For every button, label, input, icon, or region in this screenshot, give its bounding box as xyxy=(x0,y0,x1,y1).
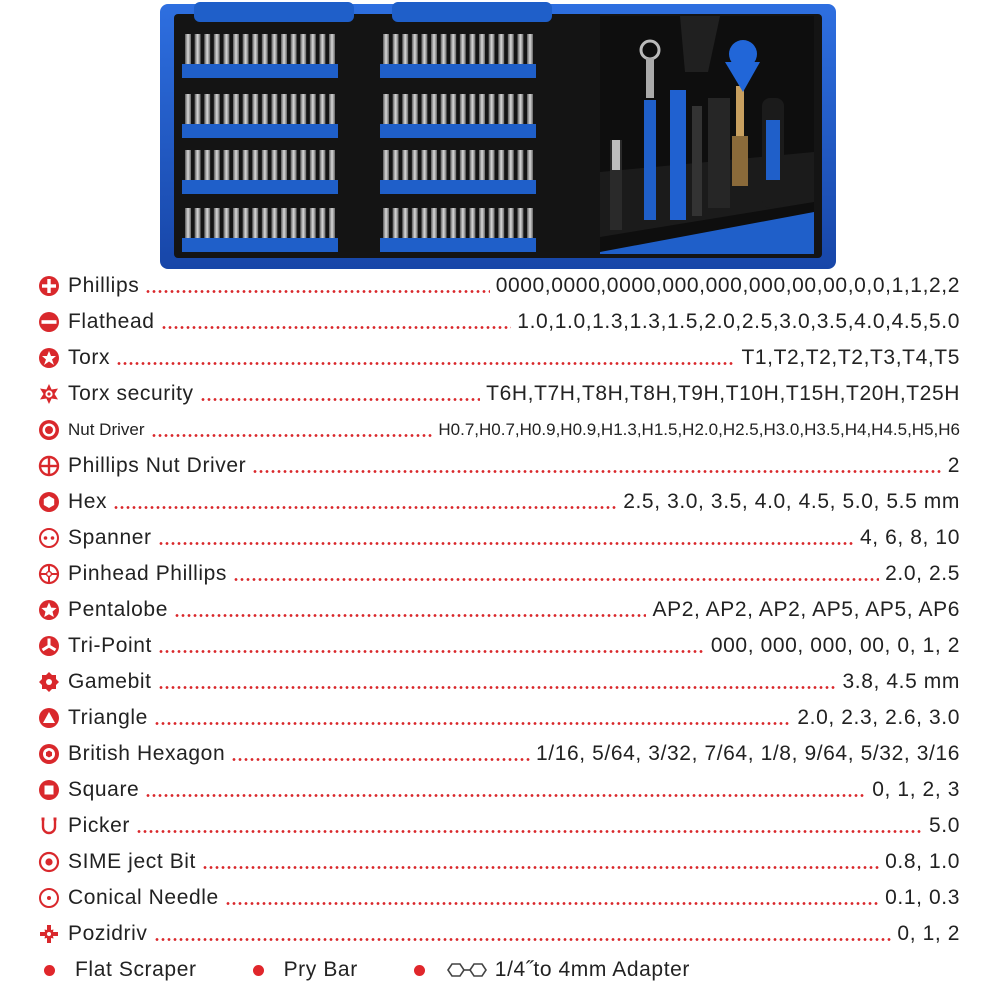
spec-values: 0, 1, 2, 3 xyxy=(872,778,960,801)
bit xyxy=(300,94,306,124)
bit xyxy=(412,208,418,238)
bit xyxy=(412,150,418,180)
bit xyxy=(329,208,335,238)
bit xyxy=(527,34,533,64)
leader-dots xyxy=(202,866,879,869)
bit xyxy=(479,150,485,180)
bit xyxy=(517,150,523,180)
extra-label: Pry Bar xyxy=(283,958,358,981)
spec-label: Conical Needle xyxy=(68,886,219,909)
spec-values: 1.0,1.0,1.3,1.3,1.5,2.0,2.5,3.0,3.5,4.0,4.5,5.0 xyxy=(517,310,960,333)
bit xyxy=(310,208,316,238)
bit xyxy=(262,150,268,180)
bit xyxy=(204,94,210,124)
bit xyxy=(508,208,514,238)
british-hexagon-icon xyxy=(36,741,62,767)
bit xyxy=(185,208,191,238)
bit xyxy=(310,94,316,124)
leader-dots xyxy=(154,722,792,725)
bit xyxy=(402,150,408,180)
bit xyxy=(185,94,191,124)
bit xyxy=(450,34,456,64)
spanner-icon xyxy=(36,525,62,551)
bit xyxy=(300,208,306,238)
bit xyxy=(291,34,297,64)
bit xyxy=(393,94,399,124)
bit xyxy=(527,208,533,238)
bit xyxy=(281,34,287,64)
bit xyxy=(431,208,437,238)
spec-label: Phillips xyxy=(68,274,140,297)
bit xyxy=(498,150,504,180)
bit xyxy=(223,94,229,124)
bit xyxy=(195,94,201,124)
bit-holder-strip xyxy=(182,124,338,138)
bit xyxy=(271,208,277,238)
bit-holder-strip xyxy=(182,238,338,252)
bit xyxy=(214,34,220,64)
bit xyxy=(204,34,210,64)
bit xyxy=(402,94,408,124)
bit-spec-list xyxy=(36,268,960,952)
bit xyxy=(262,208,268,238)
tool-case-illustration xyxy=(160,2,836,269)
bit xyxy=(431,34,437,64)
bit-holder-strip xyxy=(380,64,536,78)
bit xyxy=(214,94,220,124)
spec-label: SIME ject Bit xyxy=(68,850,196,873)
spec-values: T1,T2,T2,T2,T3,T4,T5 xyxy=(741,346,960,369)
spec-label: Triangle xyxy=(68,706,148,729)
pozidriv-icon xyxy=(36,921,62,947)
bit xyxy=(431,150,437,180)
extras-row xyxy=(36,952,960,988)
leader-dots xyxy=(116,362,735,365)
tool-brush xyxy=(708,98,730,208)
bullet-icon xyxy=(44,965,55,976)
bit xyxy=(479,208,485,238)
bit xyxy=(204,150,210,180)
tri-point-icon xyxy=(36,633,62,659)
hex-adapter-icon xyxy=(445,960,491,980)
spec-label: Tri-Point xyxy=(68,634,152,657)
product-photo xyxy=(160,2,836,269)
leader-dots xyxy=(154,938,892,941)
bit xyxy=(479,94,485,124)
extra-pry-bar xyxy=(245,958,358,982)
bit xyxy=(195,208,201,238)
bit xyxy=(517,208,523,238)
spec-values: 2 xyxy=(947,454,960,477)
spec-row-nut-driver xyxy=(36,412,960,448)
bit xyxy=(383,208,389,238)
bullet-icon xyxy=(253,965,264,976)
bit xyxy=(508,34,514,64)
picker-icon xyxy=(36,813,62,839)
spec-row-spanner xyxy=(36,520,960,556)
bit-holder-strip xyxy=(380,180,536,194)
spec-row-pozidriv xyxy=(36,916,960,952)
bit xyxy=(214,150,220,180)
bit xyxy=(469,150,475,180)
spec-row-british-hexagon xyxy=(36,736,960,772)
bit xyxy=(185,150,191,180)
spec-values: 0.1, 0.3 xyxy=(885,886,960,909)
leader-dots xyxy=(231,758,530,761)
leader-dots xyxy=(225,902,879,905)
spec-label: Torx security xyxy=(68,382,194,405)
bit xyxy=(243,150,249,180)
leader-dots xyxy=(158,542,854,545)
bit xyxy=(517,94,523,124)
spec-values: T6H,T7H,T8H,T8H,T9H,T10H,T15H,T20H,T25H xyxy=(486,382,960,405)
bit xyxy=(291,208,297,238)
tool-pry-bar xyxy=(644,100,656,220)
bit xyxy=(393,150,399,180)
bit xyxy=(252,94,258,124)
leader-dots xyxy=(158,650,705,653)
bit xyxy=(479,34,485,64)
spec-label: Gamebit xyxy=(68,670,152,693)
bit xyxy=(262,94,268,124)
bit xyxy=(431,94,437,124)
bit xyxy=(195,150,201,180)
bit xyxy=(223,208,229,238)
bit xyxy=(383,34,389,64)
bit xyxy=(441,34,447,64)
bit xyxy=(329,150,335,180)
bit-holder-strip xyxy=(380,238,536,252)
spec-label: Nut Driver xyxy=(68,420,145,439)
spec-values: 2.5, 3.0, 3.5, 4.0, 4.5, 5.0, 5.5 mm xyxy=(623,490,960,513)
conical-needle-icon xyxy=(36,885,62,911)
gamebit-icon xyxy=(36,669,62,695)
triangle-icon xyxy=(36,705,62,731)
bit xyxy=(252,150,258,180)
bit xyxy=(441,94,447,124)
bit xyxy=(233,94,239,124)
bit xyxy=(489,150,495,180)
spec-label: Spanner xyxy=(68,526,152,549)
bit xyxy=(204,208,210,238)
bit xyxy=(469,208,475,238)
leader-dots xyxy=(136,830,923,833)
bit xyxy=(291,94,297,124)
bit xyxy=(402,34,408,64)
bit xyxy=(421,150,427,180)
sime-ject-bit-icon xyxy=(36,849,62,875)
bit xyxy=(243,208,249,238)
spec-label: Phillips Nut Driver xyxy=(68,454,247,477)
spec-values: 000, 000, 000, 00, 0, 1, 2 xyxy=(710,634,960,657)
bit xyxy=(271,94,277,124)
bit xyxy=(489,94,495,124)
spec-values: 2.0, 2.5 xyxy=(885,562,960,585)
bit xyxy=(460,34,466,64)
spec-row-hex xyxy=(36,484,960,520)
spec-row-tri-point xyxy=(36,628,960,664)
spec-row-conical-needle xyxy=(36,880,960,916)
extra-label: 1/4˝to 4mm Adapter xyxy=(494,958,691,981)
leader-dots xyxy=(113,506,617,509)
torx-icon xyxy=(36,345,62,371)
bit xyxy=(393,208,399,238)
bit xyxy=(412,34,418,64)
spec-row-gamebit xyxy=(36,664,960,700)
spec-label: Pentalobe xyxy=(68,598,168,621)
leader-dots xyxy=(158,686,837,689)
bit xyxy=(450,208,456,238)
bit xyxy=(233,34,239,64)
bit-holder-strip xyxy=(380,124,536,138)
bit xyxy=(469,94,475,124)
spec-label: Picker xyxy=(68,814,130,837)
bit xyxy=(527,94,533,124)
bit xyxy=(281,208,287,238)
bit xyxy=(460,94,466,124)
bit xyxy=(223,150,229,180)
leader-dots xyxy=(233,578,879,581)
bit xyxy=(185,34,191,64)
bit xyxy=(450,94,456,124)
spec-values: 5.0 xyxy=(929,814,960,837)
bit xyxy=(460,150,466,180)
bit xyxy=(421,34,427,64)
spec-values: 3.8, 4.5 mm xyxy=(842,670,960,693)
bit xyxy=(281,150,287,180)
bit xyxy=(498,94,504,124)
bit xyxy=(243,34,249,64)
bit xyxy=(329,34,335,64)
phillips-icon xyxy=(36,273,62,299)
spec-row-torx xyxy=(36,340,960,376)
extra-flat-scraper xyxy=(36,958,197,982)
bit xyxy=(508,150,514,180)
bit xyxy=(214,208,220,238)
flathead-icon xyxy=(36,309,62,335)
spec-row-phillips-nut-driver xyxy=(36,448,960,484)
bit xyxy=(271,34,277,64)
bit xyxy=(469,34,475,64)
bullet-icon xyxy=(414,965,425,976)
bit xyxy=(489,34,495,64)
bit xyxy=(252,208,258,238)
bit xyxy=(319,94,325,124)
spec-row-sime-ject-bit xyxy=(36,844,960,880)
bit xyxy=(243,94,249,124)
spec-row-picker xyxy=(36,808,960,844)
spec-label: British Hexagon xyxy=(68,742,226,765)
spec-row-torx-security xyxy=(36,376,960,412)
bit xyxy=(421,94,427,124)
bit xyxy=(252,34,258,64)
case-handle-left xyxy=(194,2,354,22)
extra-adapter xyxy=(406,958,690,982)
bit xyxy=(412,94,418,124)
bit xyxy=(300,150,306,180)
torx-security-icon xyxy=(36,381,62,407)
spec-label: Torx xyxy=(68,346,111,369)
bit xyxy=(441,150,447,180)
leader-dots xyxy=(252,470,941,473)
leader-dots xyxy=(145,290,489,293)
spec-values: H0.7,H0.7,H0.9,H0.9,H1.3,H1.5,H2.0,H2.5,H3.0,H3.5,H4,H4.5,H5,H6 xyxy=(438,420,960,439)
square-icon xyxy=(36,777,62,803)
bit xyxy=(281,94,287,124)
tool-spudger xyxy=(670,90,686,220)
spec-label: Pozidriv xyxy=(68,922,148,945)
tool-driver-shaft xyxy=(736,86,744,138)
bit xyxy=(383,150,389,180)
extra-label: Flat Scraper xyxy=(75,958,197,981)
bit xyxy=(319,208,325,238)
phillips-nut-driver-icon xyxy=(36,453,62,479)
spec-values: 0000,0000,0000,000,000,000,00,00,0,0,1,1,2,2 xyxy=(495,274,960,297)
bit xyxy=(300,34,306,64)
pinhead-phillips-icon xyxy=(36,561,62,587)
spec-row-triangle xyxy=(36,700,960,736)
bit xyxy=(223,34,229,64)
bit xyxy=(233,208,239,238)
bit xyxy=(450,150,456,180)
bit xyxy=(460,208,466,238)
spec-row-phillips xyxy=(36,268,960,304)
leader-dots xyxy=(145,794,866,797)
spec-label: Square xyxy=(68,778,140,801)
case-handle-right xyxy=(392,2,552,22)
spec-values: 4, 6, 8, 10 xyxy=(859,526,960,549)
leader-dots xyxy=(151,434,433,437)
bit xyxy=(393,34,399,64)
pentalobe-icon xyxy=(36,597,62,623)
spec-values: 0.8, 1.0 xyxy=(885,850,960,873)
bit xyxy=(319,34,325,64)
spec-row-square xyxy=(36,772,960,808)
spec-label: Pinhead Phillips xyxy=(68,562,228,585)
spec-row-pinhead-phillips xyxy=(36,556,960,592)
spec-row-pentalobe xyxy=(36,592,960,628)
bit xyxy=(310,150,316,180)
bit xyxy=(319,150,325,180)
bit xyxy=(421,208,427,238)
bit-holder-strip xyxy=(182,64,338,78)
leader-dots xyxy=(174,614,647,617)
bit xyxy=(310,34,316,64)
bit xyxy=(441,208,447,238)
spec-values: 2.0, 2.3, 2.6, 3.0 xyxy=(797,706,960,729)
bit xyxy=(498,208,504,238)
spec-values: AP2, AP2, AP2, AP5, AP5, AP6 xyxy=(652,598,960,621)
spec-label: Hex xyxy=(68,490,108,513)
bit xyxy=(271,150,277,180)
hex-icon xyxy=(36,489,62,515)
bit xyxy=(527,150,533,180)
spec-values: 0, 1, 2 xyxy=(897,922,960,945)
nut-driver-icon xyxy=(36,417,62,443)
tool-tweezers xyxy=(692,106,702,216)
spec-label: Flathead xyxy=(68,310,155,333)
bit xyxy=(402,208,408,238)
spec-values: 1/16, 5/64, 3/32, 7/64, 1/8, 9/64, 5/32, 3/16 xyxy=(536,742,960,765)
bit xyxy=(508,94,514,124)
bit-holder-strip xyxy=(182,180,338,194)
bit xyxy=(517,34,523,64)
bit xyxy=(262,34,268,64)
bit xyxy=(329,94,335,124)
bit xyxy=(291,150,297,180)
bit xyxy=(498,34,504,64)
bit xyxy=(195,34,201,64)
bit xyxy=(489,208,495,238)
spec-row-flathead xyxy=(36,304,960,340)
bit xyxy=(233,150,239,180)
leader-dots xyxy=(161,326,512,329)
bit xyxy=(383,94,389,124)
leader-dots xyxy=(200,398,480,401)
